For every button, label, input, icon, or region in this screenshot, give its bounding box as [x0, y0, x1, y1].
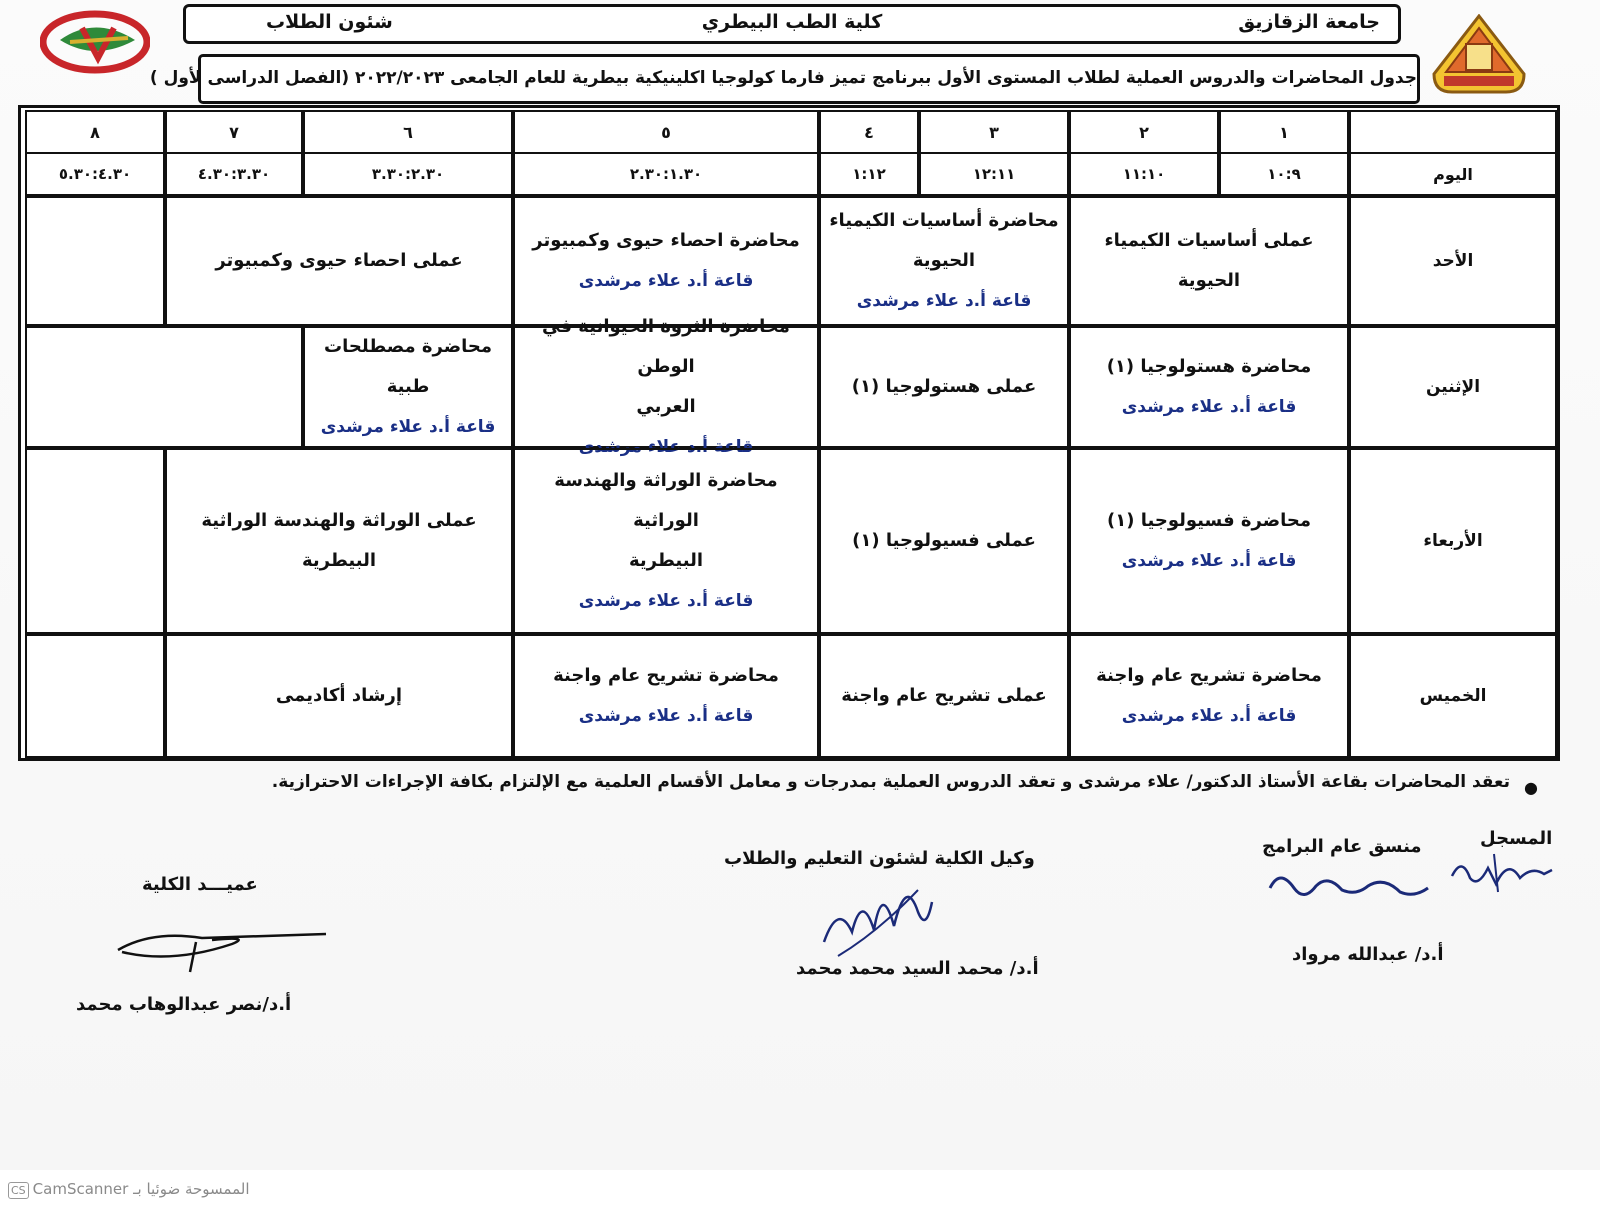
session-cell: [165, 448, 513, 634]
day-name: الأحد: [1432, 251, 1474, 271]
day-name: الأربعاء: [1423, 531, 1483, 551]
session-cell: [513, 448, 819, 634]
session-room: قاعة أ.د علاء مرشدى: [1121, 706, 1297, 726]
session-cell: [819, 448, 1069, 634]
period-number-label: ٦: [403, 122, 413, 142]
period-number: [25, 110, 165, 154]
period-time: [919, 152, 1069, 196]
period-number: [819, 110, 919, 154]
session-title-line: عملى الوراثة والهندسة الوراثية: [201, 510, 477, 531]
period-number-label: ٧: [229, 122, 239, 142]
session-title-line: إرشاد أكاديمى: [275, 685, 403, 706]
session-room: قاعة أ.د علاء مرشدى: [856, 291, 1032, 311]
schedule-note: تعقد المحاضرات بقاعة الأستاذ الدكتور/ علاء مرشدى و تعقد الدروس العملية بمدرجات و معامل الأقسام العلمية مع الإلتزام بكافة الإجراءات الاحترازية.: [271, 772, 1510, 792]
camscanner-watermark: [8, 1180, 250, 1199]
period-number: [1219, 110, 1349, 154]
period-number-label: ١: [1279, 122, 1289, 142]
period-time: [303, 152, 513, 196]
session-title-line: الحيوية: [912, 250, 976, 271]
session-cell: [165, 634, 513, 758]
camscanner-badge: CS: [8, 1182, 29, 1199]
session-room: قاعة أ.د علاء مرشدى: [320, 417, 496, 437]
session-title-line: محاضرة أساسيات الكيمياء: [829, 210, 1059, 231]
day-cell: [1349, 326, 1557, 448]
session-cell: [819, 634, 1069, 758]
coordinator-name: أ.د/ عبدالله مرواد: [1292, 944, 1444, 965]
session-title-line: محاضرة تشريح عام واجنة: [553, 665, 779, 686]
period-time: [819, 152, 919, 196]
vice-dean-role: وكيل الكلية لشئون التعليم والطلاب: [724, 848, 1035, 869]
period-number-label: ٥: [661, 122, 671, 142]
period-time-label: ٣.٣٠:٢.٣٠: [371, 165, 445, 183]
period-time: [1219, 152, 1349, 196]
registrar-signature: [1448, 848, 1558, 898]
day-header-blank: [1349, 110, 1557, 154]
period-time-label: ٢.٣٠:١.٣٠: [629, 165, 703, 183]
period-number: [165, 110, 303, 154]
session-cell: [303, 326, 513, 448]
session-title-line: محاضرة فسيولوجيا (١): [1107, 510, 1311, 531]
session-cell: [25, 196, 165, 326]
period-time-label: ١٠:٩: [1267, 165, 1301, 183]
session-title-line: العربي: [636, 396, 696, 417]
coordinator-role: منسق عام البرامج: [1262, 836, 1422, 857]
session-room: قاعة أ.د علاء مرشدى: [578, 437, 754, 457]
session-cell: [1069, 448, 1349, 634]
session-title-line: عملى هستولوجيا (١): [851, 376, 1037, 397]
period-time: [513, 152, 819, 196]
session-title-line: عملى فسيولوجيا (١): [852, 530, 1036, 551]
bullet-icon: ●: [1524, 778, 1538, 797]
period-number-label: ٨: [90, 122, 100, 142]
session-title-line: عملى احصاء حيوى وكمبيوتر: [215, 250, 463, 271]
session-title-line: محاضرة تشريح عام واجنة: [1096, 665, 1322, 686]
session-title-line: البيطرية: [301, 550, 377, 571]
day-cell: [1349, 448, 1557, 634]
day-cell: [1349, 634, 1557, 758]
student-affairs-label: شئون الطلاب: [266, 11, 393, 33]
period-number-label: ٤: [864, 122, 874, 142]
session-cell: [1069, 196, 1349, 326]
session-room: قاعة أ.د علاء مرشدى: [578, 591, 754, 611]
session-title-line: محاضرة هستولوجيا (١): [1106, 356, 1312, 377]
dean-role: عميـــد الكلية: [142, 874, 258, 895]
session-cell: [1069, 634, 1349, 758]
camscanner-label: الممسوحة ضوئيا بـ: [133, 1180, 250, 1198]
camscanner-app: CamScanner: [32, 1180, 129, 1198]
session-title-line: محاضرة مصطلحات: [324, 336, 492, 357]
day-cell: [1349, 196, 1557, 326]
session-title-line: البيطرية: [628, 550, 704, 571]
session-room: قاعة أ.د علاء مرشدى: [1121, 551, 1297, 571]
session-cell: [25, 448, 165, 634]
coordinator-signature: [1264, 866, 1434, 910]
zagazig-university-logo: [1430, 14, 1528, 96]
session-title-line: طبية: [386, 376, 430, 397]
period-time-label: ١١:١٠: [1122, 165, 1166, 183]
day-name: الخميس: [1419, 686, 1487, 706]
session-room: قاعة أ.د علاء مرشدى: [1121, 397, 1297, 417]
session-title-line: عملى أساسيات الكيمياء الحيوية: [1104, 230, 1314, 291]
period-number-label: ٣: [989, 122, 999, 142]
dean-signature: [112, 920, 332, 976]
session-cell: [819, 326, 1069, 448]
session-cell: [1069, 326, 1349, 448]
session-cell: [819, 196, 1069, 326]
dean-name: أ.د/نصر عبدالوهاب محمد: [76, 994, 292, 1015]
university-name: جامعة الزقازيق: [1238, 11, 1380, 33]
period-time: [165, 152, 303, 196]
schedule-title: جدول المحاضرات والدروس العملية لطلاب المستوى الأول ببرنامج تميز فارما كولوجيا اكلينيكية بيطرية للعام الجامعى ٢٠٢٢/٢٠٢٣ (الفصل الدراسى لأول ): [198, 54, 1420, 104]
period-time: [1069, 152, 1219, 196]
session-title-line: محاضرة الثروة الحيوانية في الوطن: [542, 316, 790, 377]
period-number-label: ٢: [1139, 122, 1149, 142]
day-header-label: اليوم: [1433, 164, 1473, 184]
session-title-line: عملى تشريح عام واجنة: [841, 685, 1047, 706]
faculty-name: كلية الطب البيطري: [701, 11, 883, 33]
period-time-label: ١:١٢: [852, 165, 886, 183]
period-number: [919, 110, 1069, 154]
vice-dean-name: أ.د/ محمد السيد محمد محمد: [796, 958, 1039, 979]
session-room: قاعة أ.د علاء مرشدى: [578, 271, 754, 291]
vice-dean-signature: [818, 872, 938, 962]
period-time-label: ٥.٣٠:٤.٣٠: [58, 165, 132, 183]
header-box: [183, 4, 1401, 44]
period-number: [513, 110, 819, 154]
period-time-label: ٤.٣٠:٣.٣٠: [197, 165, 271, 183]
session-title-line: محاضرة الوراثة والهندسة الوراثية: [554, 470, 778, 531]
period-number: [303, 110, 513, 154]
registrar-role: المسجل: [1480, 828, 1553, 849]
session-cell: [513, 316, 819, 457]
session-cell: [165, 196, 513, 326]
session-cell: [513, 634, 819, 758]
session-title-line: محاضرة احصاء حيوى وكمبيوتر: [532, 230, 800, 251]
session-cell: [25, 326, 303, 448]
session-cell: [25, 634, 165, 758]
veterinary-faculty-logo: [40, 10, 150, 74]
day-name: الإثنين: [1425, 377, 1481, 397]
period-number: [1069, 110, 1219, 154]
day-header: [1349, 152, 1557, 196]
period-time: [25, 152, 165, 196]
session-room: قاعة أ.د علاء مرشدى: [578, 706, 754, 726]
period-time-label: ١٢:١١: [972, 165, 1016, 183]
schedule-table: [18, 105, 1560, 761]
